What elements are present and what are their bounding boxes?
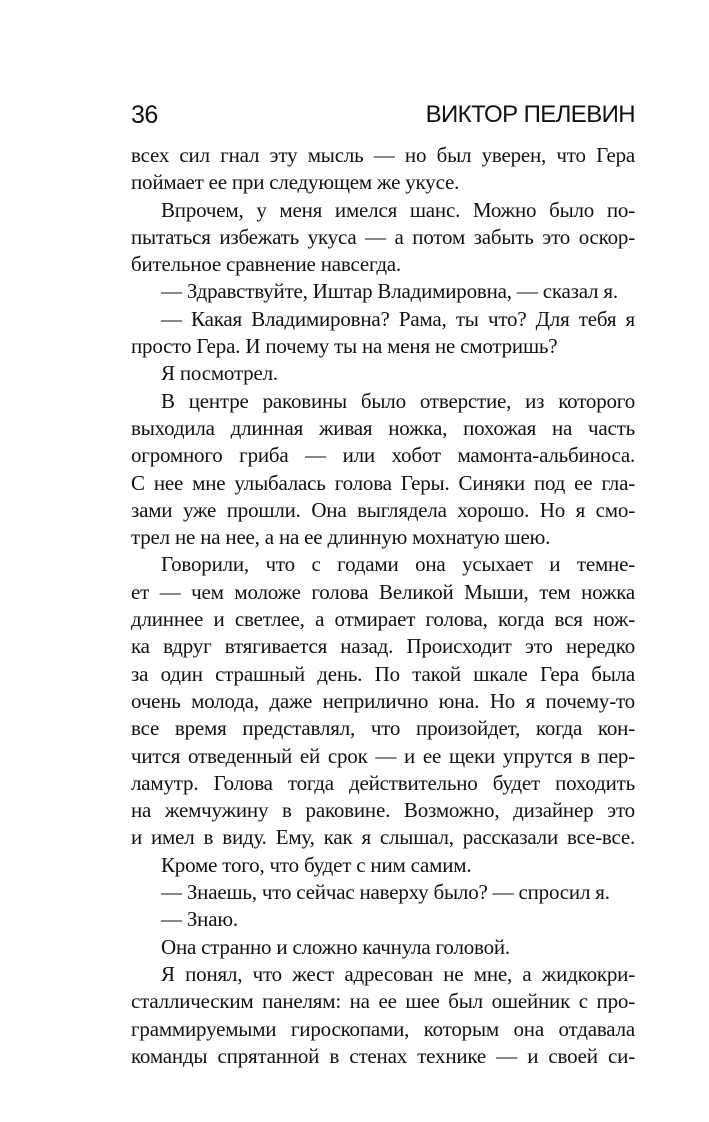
text-line: пытаться избежать укуса — а потом забыть это оскор- [131,224,635,249]
text-line: зами уже прошли. Она выглядела хорошо. Но я смо- [131,497,635,522]
text-line: — Знаю. [161,907,238,932]
text-line: огромного гриба — или хобот мамонта-альбиноса. [131,443,635,468]
text-line: Я понял, что жест адресован не мне, а жидкокри- [161,961,635,986]
running-head-author: ВИКТОР ПЕЛЕВИН [425,101,635,128]
text-line: и имел в виду. Ему, как я слышал, рассказали все-все. [131,825,635,850]
text-line: выходила длинная живая ножка, похожая на часть [131,415,635,440]
text-line: бительное сравнение навсегда. [131,252,401,277]
text-line: Впрочем, у меня имелся шанс. Можно было по- [161,197,635,222]
page-header [131,100,635,132]
text-line: В центре раковины было отверстие, из которого [161,388,635,413]
body-text [131,142,635,1070]
text-line: Она странно и сложно качнула головой. [161,934,510,959]
text-line: все время представлял, что произойдет, когда кон- [131,716,635,741]
text-line: Кроме того, что будет с ним самим. [161,852,472,877]
text-line: просто Гера. И почему ты на меня не смотришь? [131,334,558,359]
text-line: ламутр. Голова тогда действительно будет походить [131,770,635,795]
text-line: С нее мне улыбалась голова Геры. Синяки под ее гла- [131,470,635,495]
text-line: очень молода, даже неприлично юна. Но я почему-то [131,688,635,713]
text-line: сталлическим панелям: на ее шее был ошейник с про- [131,989,635,1014]
text-line: команды спрятанной в стенах технике — и своей си- [131,1043,635,1068]
text-line: — Знаешь, что сейчас наверху было? — спросил я. [161,880,610,905]
text-line: Я посмотрел. [161,361,278,386]
text-line: чится отведенный ей срок — и ее щеки упрутся в пер- [131,743,635,768]
page-number: 36 [131,101,158,129]
text-line: за один страшный день. По такой шкале Гера была [131,661,635,686]
text-line: — Здравствуйте, Иштар Владимировна, — сказал я. [161,279,618,304]
text-line: всех сил гнал эту мысль — но был уверен, что Гера [131,143,635,167]
text-line: длиннее и светлее, а отмирает голова, когда вся нож- [131,607,635,632]
text-line: граммируемыми гироскопами, которым она отдавала [131,1016,635,1041]
text-line: — Какая Владимировна? Рама, ты что? Для тебя я [161,306,635,331]
text-line: поймает ее при следующем же укусе. [131,170,460,195]
text-line: ет — чем моложе голова Великой Мыши, тем ножка [131,579,635,604]
text-line: Говорили, что с годами она усыхает и темне- [161,552,635,577]
text-line: ка вдруг втягивается назад. Происходит это нередко [131,634,635,659]
text-line: на жемчужину в раковине. Возможно, дизайнер это [131,798,635,823]
text-line: трел не на нее, а на ее длинную мохнатую шею. [131,525,551,550]
